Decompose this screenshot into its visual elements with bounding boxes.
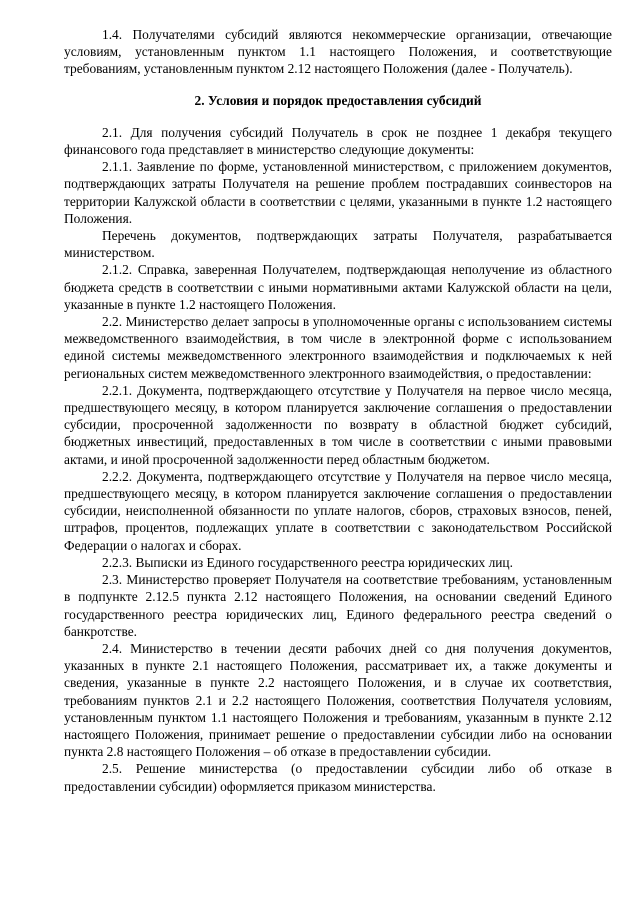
paragraph-2-2-1: 2.2.1. Документа, подтверждающего отсутствие у Получателя на первое число месяца, предшествующего месяцу, в котором планируется заключение соглашения о предоставлении субсидии, просроченной задолженности по возврату в областной бюджет субсидий, бюджетных инвестиций, предоставленных в том числе в соответствии с иными правовыми актами, и иной просроченной задолженности перед областным бюджетом.: [64, 382, 612, 467]
paragraph-1-4: 1.4. Получателями субсидий являются некоммерческие организации, отвечающие условиям, установленным пунктом 1.1 настоящего Положения, и соответствующие требованиям, установленным пунктом 2.12 настоящего Положения (далее - Получатель).: [64, 27, 612, 77]
paragraph-2-2-3: 2.2.3. Выписки из Единого государственного реестра юридических лиц.: [102, 554, 513, 570]
paragraph-2-5: 2.5. Решение министерства (о предоставлении субсидии либо об отказе в предоставлении субсидии) оформляется приказом министерства.: [64, 761, 612, 794]
document-body: [64, 26, 612, 795]
paragraph-2-4: 2.4. Министерство в течении десяти рабочих дней со дня получения документов, указанных в пункте 2.1 настоящего Положения, рассматривает их, а также документы и сведения, указанные в пункте 2.2 настоящего Положения, и в случае их соответствия, требованиям пунктов 2.1 и 2.2 настоящего Положения, соответствия Получателя условиям, установленным пунктом 1.1 настоящего Положения и требованиям, указанным в пункте 2.12 настоящего Положения, принимает решение о предоставлении субсидии либо на основании пункта 2.8 настоящего Положения – об отказе в предоставлении субсидии.: [64, 640, 612, 760]
section-heading: 2. Условия и порядок предоставления субсидий: [194, 92, 482, 108]
paragraph-2-2-2: 2.2.2. Документа, подтверждающего отсутствие у Получателя на первое число месяца, предшествующего месяцу, в котором планируется заключение соглашения о предоставлении субсидии, неисполненной обязанности по уплате налогов, сборов, страховых взносов, пеней, штрафов, процентов, подлежащих уплате в соответствии с законодательством Российской Федерации о налогах и сборах.: [64, 468, 612, 553]
paragraph-2-3: 2.3. Министерство проверяет Получателя на соответствие требованиям, установленным в подпункте 2.12.5 пункта 2.12 настоящего Положения, на основании сведений Единого государственного реестра юридических лиц, Единого федерального реестра сведений о банкротстве.: [64, 572, 612, 639]
paragraph-2-2: 2.2. Министерство делает запросы в уполномоченные органы с использованием системы межведомственного взаимодействия, в том числе в электронной форме с использованием единой системы межведомственного электронного взаимодействия и подключаемых к ней региональных систем межведомственного электронного взаимодействия, о предоставлении:: [64, 314, 612, 381]
paragraph-2-1-2: 2.1.2. Справка, заверенная Получателем, подтверждающая неполучение из областного бюджета средств в соответствии с иными нормативными актами Калужской области на цели, указанные в пункте 1.2 настоящего Положения.: [64, 262, 612, 312]
paragraph-2-1: 2.1. Для получения субсидий Получатель в срок не позднее 1 декабря текущего финансового года представляет в министерство следующие документы:: [64, 124, 612, 158]
paragraph-documents-list: Перечень документов, подтверждающих затраты Получателя, разрабатывается министерством.: [64, 228, 612, 261]
paragraph-2-1-1: 2.1.1. Заявление по форме, установленной министерством, с приложением документов, подтверждающих затраты Получателя на решение проблем пострадавших соинвесторов на территории Калужской области в соответствии с целями, указанными в пункте 1.2 настоящего Положения.: [64, 159, 612, 226]
